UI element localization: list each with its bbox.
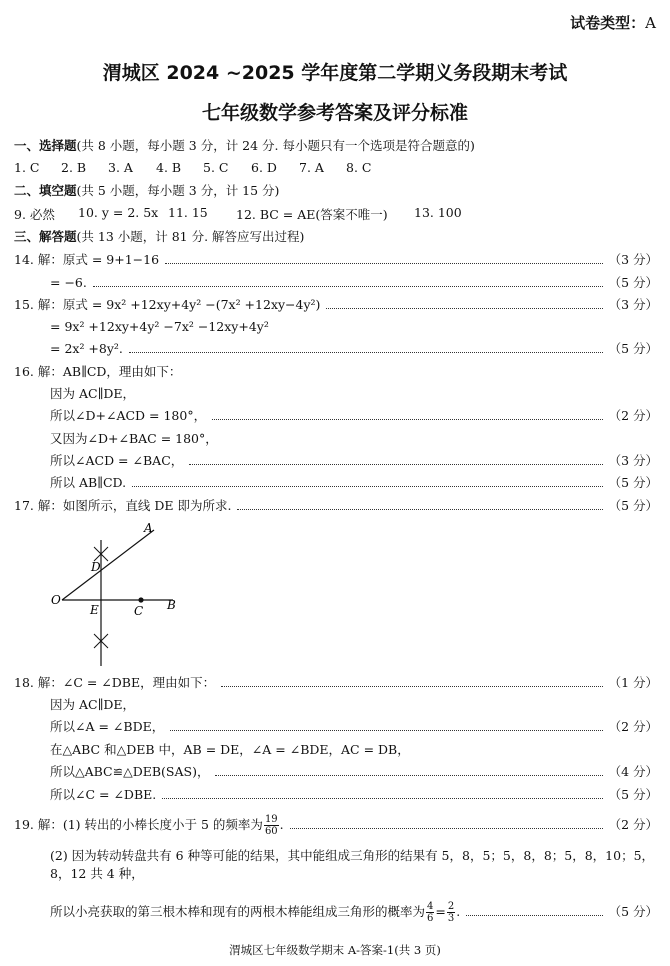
- q18-line3: [50, 718, 658, 736]
- q16-text: 16. 解：AB∥CD，理由如下：: [14, 364, 182, 379]
- section3-note: (共 13 小题，计 81 分. 解答应写出过程): [76, 229, 305, 244]
- answer-item: 13. 100: [414, 205, 462, 220]
- answer-item: 4. B: [156, 160, 182, 175]
- q16-line2: [50, 385, 658, 403]
- q18-line6: [50, 786, 658, 804]
- section1-note: (共 8 小题，每小题 3 分，计 24 分. 每小题只有一个选项是符合题意的): [76, 138, 475, 153]
- q18-line4: [50, 741, 658, 759]
- page-subtitle: 七年级数学参考答案及评分标准: [201, 102, 468, 124]
- page-title: 渭城区 2024 ~2025 学年度第二学期义务段期末考试: [102, 62, 568, 84]
- answer-item: 5. C: [203, 160, 229, 175]
- q16-text: 所以∠D+∠ACD = 180°，: [50, 408, 207, 423]
- label-B: B: [167, 598, 176, 612]
- q16-line4: [50, 430, 658, 448]
- section3-heading: [14, 228, 658, 246]
- score: （3 分）: [608, 252, 658, 267]
- frac-den: 60: [264, 826, 278, 837]
- section1-title: 一、选择题: [14, 138, 77, 153]
- answer-item: 1. C: [14, 160, 40, 175]
- frac-den: 3: [447, 913, 455, 924]
- q16-text: 所以∠ACD = ∠BAC，: [50, 453, 184, 468]
- q16-line6: [50, 474, 658, 492]
- score: （2 分）: [608, 408, 658, 423]
- q16-text: 又因为∠D+∠BAC = 180°，: [50, 431, 218, 446]
- page-footer: 渭城区七年级数学期末 A-答案-1(共 3 页): [229, 943, 441, 957]
- q19-line2: (2) 因为转动转盘共有 6 种等可能的结果，其中能组成三角形的结果有 5，8，5；5，8，8；5，8，10；5，8，12 共 4 种，: [50, 848, 655, 881]
- q18-text: 所以△ABC≌△DEB(SAS)，: [50, 764, 210, 779]
- section2-note: (共 5 小题，每小题 3 分，计 15 分): [76, 183, 280, 198]
- label-E: E: [90, 603, 99, 617]
- score: （2 分）: [608, 719, 658, 734]
- q18-line2: [50, 696, 658, 714]
- q16-line1: [14, 363, 658, 381]
- q18-text: 所以∠C = ∠DBE.: [50, 787, 157, 802]
- q19-line1: [14, 814, 658, 837]
- q18-line5: [50, 763, 658, 781]
- paper-type-value: A: [645, 14, 656, 32]
- answer-item: 2. B: [61, 160, 87, 175]
- q18-text: 在△ABC 和△DEB 中，AB = DE，∠A = ∠BDE，AC = DB，: [50, 742, 410, 757]
- q16-line3: [50, 407, 658, 425]
- score: （5 分）: [608, 498, 658, 513]
- answer-item: 11. 15: [168, 205, 208, 220]
- q19-text: .: [279, 817, 284, 832]
- q14-line2: [50, 274, 658, 292]
- q19-text: 所以小亮获取的第三根木棒和现有的两根木棒能组成三角形的概率为: [50, 904, 426, 919]
- score: （1 分）: [608, 675, 658, 690]
- geometry-figure: [48, 518, 188, 668]
- q15-line3: [50, 340, 658, 358]
- score: （3 分）: [608, 453, 658, 468]
- score: （2 分）: [608, 817, 658, 832]
- frac-den: 6: [427, 913, 434, 924]
- q15-text: = 2x² +8y².: [50, 341, 123, 356]
- paper-type: [570, 12, 656, 33]
- answer-item: 8. C: [346, 160, 372, 175]
- q16-line5: [50, 452, 658, 470]
- frac-num: 19: [264, 814, 278, 825]
- label-C: C: [134, 604, 144, 618]
- answer-item: 7. A: [299, 160, 324, 175]
- section2-heading: [14, 182, 658, 200]
- fraction: [264, 814, 279, 837]
- q15-text: 15. 解：原式 = 9x² +12xy+4y² −(7x² +12xy−4y²): [14, 297, 321, 312]
- answer-item: 10. y = 2. 5x: [78, 205, 159, 220]
- q15-line2: [50, 318, 658, 336]
- q14-text: = −6.: [50, 275, 87, 290]
- answer-item: 12. BC = AE(答案不唯一): [236, 207, 388, 222]
- section1-heading: [14, 137, 658, 155]
- q18-text: 所以∠A = ∠BDE，: [50, 719, 165, 734]
- section2-title: 二、填空题: [14, 183, 77, 198]
- q14-text: 14. 解：原式 = 9+1−16: [14, 252, 160, 267]
- ray-OA: [62, 530, 154, 600]
- score: （5 分）: [608, 787, 658, 802]
- q16-text: 因为 AC∥DE，: [50, 386, 135, 401]
- q19-text: .: [456, 904, 461, 919]
- frac-num: 4: [427, 901, 434, 912]
- q14-line1: [14, 251, 658, 269]
- q15-text: = 9x² +12xy+4y² −7x² −12xy+4y²: [50, 319, 269, 334]
- q18-text: 因为 AC∥DE，: [50, 697, 135, 712]
- score: （5 分）: [608, 341, 658, 356]
- section3-title: 三、解答题: [14, 229, 77, 244]
- point-C: [138, 597, 143, 602]
- score: （5 分）: [608, 904, 658, 919]
- frac-num: 2: [447, 901, 455, 912]
- q18-text: 18. 解：∠C = ∠DBE，理由如下：: [14, 675, 216, 690]
- q15-line1: [14, 296, 658, 314]
- label-O: O: [51, 593, 61, 607]
- score: （5 分）: [608, 475, 658, 490]
- fraction: [447, 901, 455, 924]
- equals-sign: =: [435, 904, 446, 919]
- q19-line3: [50, 901, 658, 924]
- answer-item: 6. D: [251, 160, 277, 175]
- label-A: A: [144, 521, 153, 535]
- q18-line1: [14, 674, 658, 692]
- q17-text: 17. 解：如图所示，直线 DE 即为所求.: [14, 498, 232, 513]
- answer-item: 9. 必然: [14, 207, 55, 222]
- paper-type-label: 试卷类型：: [570, 14, 646, 32]
- q16-text: 所以 AB∥CD.: [50, 475, 127, 490]
- answer-item: 3. A: [108, 160, 133, 175]
- label-D: D: [91, 560, 101, 574]
- q17-line1: [14, 497, 658, 515]
- q19-text: 19. 解：(1) 转出的小棒长度小于 5 的频率为: [14, 817, 263, 832]
- score: （5 分）: [608, 275, 658, 290]
- score: （4 分）: [608, 764, 658, 779]
- fraction: [426, 901, 434, 924]
- score: （3 分）: [608, 297, 658, 312]
